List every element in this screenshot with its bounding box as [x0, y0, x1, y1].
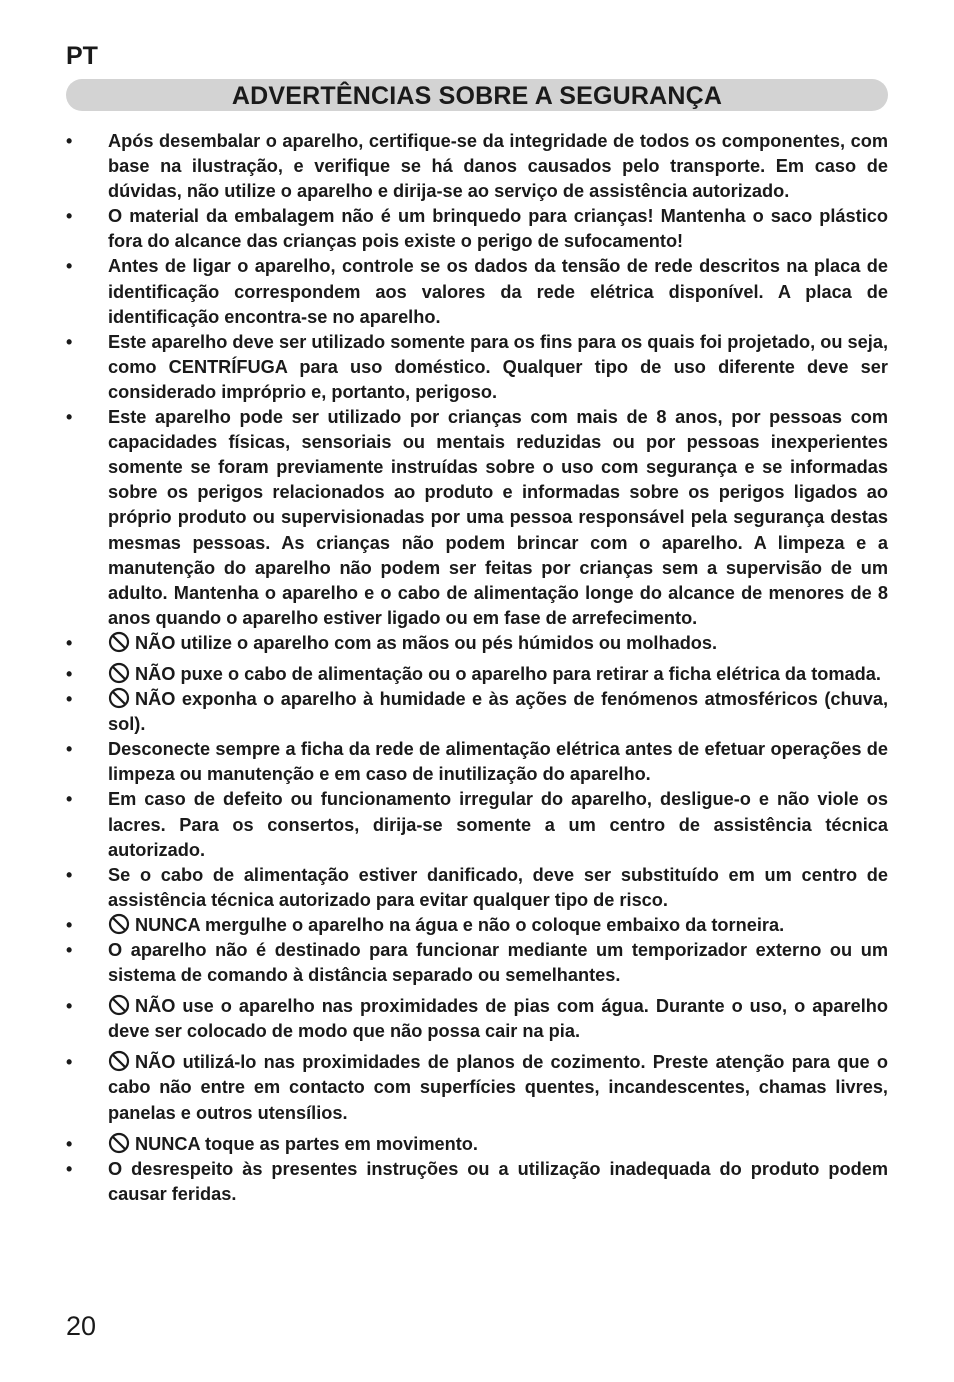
- bullet-point: •: [66, 206, 73, 227]
- warning-item: [66, 994, 888, 1044]
- warning-item: [66, 1050, 888, 1125]
- warning-text: Em caso de defeito ou funcionamento irregular do aparelho, desligue-o e não viole os lacres. Para os consertos, dirija-se somente a um centro de assistência técnica autorizado.: [108, 789, 888, 860]
- warning-item: [66, 204, 888, 254]
- warning-text: NÃO utilizá-lo nas proximidades de planos de cozimento. Preste atenção para que o cabo não entre em contacto com superfícies quentes, incandescentes, chamas livres, panelas e outros utensílios.: [108, 1052, 888, 1123]
- warning-item: [66, 687, 888, 737]
- warning-item: [66, 938, 888, 988]
- section-title-bar: [66, 79, 888, 111]
- prohibition-icon: [108, 994, 130, 1016]
- warning-text: O desrespeito às presentes instruções ou a utilização inadequada do produto podem causar feridas.: [108, 1158, 888, 1204]
- prohibition-icon: [108, 631, 130, 653]
- bullet-point: •: [66, 1133, 73, 1154]
- safety-warnings-list: [66, 129, 888, 1207]
- bullet-point: •: [66, 663, 73, 684]
- bullet-point: •: [66, 689, 73, 710]
- warning-text: NÃO utilize o aparelho com as mãos ou pés húmidos ou molhados.: [135, 632, 718, 653]
- prohibition-icon: [108, 1132, 130, 1154]
- warning-text: O aparelho não é destinado para funcionar mediante um temporizador externo ou um sistema de comando à distância separado ou semelhantes.: [108, 940, 888, 986]
- warning-item: [66, 129, 888, 204]
- warning-item: [66, 405, 888, 631]
- warning-text: Desconecte sempre a ficha da rede de alimentação elétrica antes de efetuar operações de limpeza ou manutenção e em caso de inutilização do aparelho.: [108, 739, 888, 785]
- page-number: 20: [66, 1311, 97, 1341]
- bullet-point: •: [66, 739, 73, 760]
- warning-item: [66, 631, 888, 656]
- warning-text: Este aparelho deve ser utilizado somente para os fins para os quais foi projetado, ou seja, como CENTRÍFUGA para uso doméstico. Qualquer tipo de uso diferente deve ser considerado impróprio e, portanto, perigoso.: [108, 331, 888, 402]
- warning-text: NÃO use o aparelho nas proximidades de pias com água. Durante o uso, o aparelho deve ser colocado de modo que não possa cair na pia.: [108, 996, 888, 1042]
- prohibition-icon: [108, 662, 130, 684]
- warning-text: NUNCA mergulhe o aparelho na água e não o coloque embaixo da torneira.: [135, 914, 785, 935]
- prohibition-icon: [108, 687, 130, 709]
- warning-text: NÃO exponha o aparelho à humidade e às ações de fenómenos atmosféricos (chuva, sol).: [108, 689, 888, 735]
- warning-text: Antes de ligar o aparelho, controle se os dados da tensão de rede descritos na placa de identificação correspondem aos valores da rede elétrica disponível. A placa de identificação encontra-se no aparelho.: [108, 256, 888, 327]
- warning-text: NUNCA toque as partes em movimento.: [135, 1133, 478, 1154]
- bullet-point: •: [66, 1158, 73, 1179]
- warning-text: Se o cabo de alimentação estiver danificado, deve ser substituído em um centro de assistência técnica autorizado para evitar qualquer tipo de risco.: [108, 864, 888, 910]
- warning-item: [66, 863, 888, 913]
- warning-text: Após desembalar o aparelho, certifique-se da integridade de todos os componentes, com base na ilustração, e verifique se há danos causados pelo transporte. Em caso de dúvidas, não utilize o aparelho e dirija-se ao serviço de assistência autorizado.: [108, 131, 888, 202]
- warning-item: [66, 913, 888, 938]
- bullet-point: •: [66, 331, 73, 352]
- bullet-point: •: [66, 996, 73, 1017]
- section-title: ADVERTÊNCIAS SOBRE A SEGURANÇA: [231, 82, 723, 110]
- bullet-point: •: [66, 789, 73, 810]
- bullet-point: •: [66, 256, 73, 277]
- warning-item: [66, 787, 888, 862]
- prohibition-icon: [108, 1050, 130, 1072]
- language-code: PT: [66, 42, 98, 70]
- warning-item: [66, 1132, 888, 1157]
- bullet-point: •: [66, 864, 73, 885]
- prohibition-icon: [108, 913, 130, 935]
- warning-text: O material da embalagem não é um brinquedo para crianças! Mantenha o saco plástico fora do alcance das crianças pois existe o perigo de sufocamento!: [108, 206, 888, 252]
- warning-item: [66, 737, 888, 787]
- bullet-point: •: [66, 407, 73, 428]
- bullet-point: •: [66, 131, 73, 151]
- warning-item: [66, 1157, 888, 1207]
- bullet-point: •: [66, 632, 73, 653]
- warning-item: [66, 254, 888, 329]
- warning-text: Este aparelho pode ser utilizado por crianças com mais de 8 anos, por pessoas com capacidades físicas, sensoriais ou mentais reduzidas ou por pessoas inexperientes somente se foram previamente instruídas sobre o uso com segurança e se informadas sobre os perigos relacionados ao produto e informadas sobre os perigos ligados ao próprio produto ou supervisionadas por uma pessoa responsável pela segurança destas mesmas pessoas. As crianças não podem brincar com o aparelho. A limpeza e a manutenção do aparelho não podem ser feitas por crianças sem a supervisão de um adulto. Mantenha o aparelho e o cabo de alimentação longe do alcance de menores de 8 anos quando o aparelho estiver ligado ou em fase de arrefecimento.: [108, 407, 888, 628]
- bullet-point: •: [66, 914, 73, 935]
- warning-text: NÃO puxe o cabo de alimentação ou o aparelho para retirar a ficha elétrica da tomada.: [135, 663, 881, 684]
- bullet-point: •: [66, 940, 73, 960]
- bullet-point: •: [66, 1052, 73, 1073]
- warning-item: [66, 330, 888, 405]
- warning-item: [66, 662, 888, 687]
